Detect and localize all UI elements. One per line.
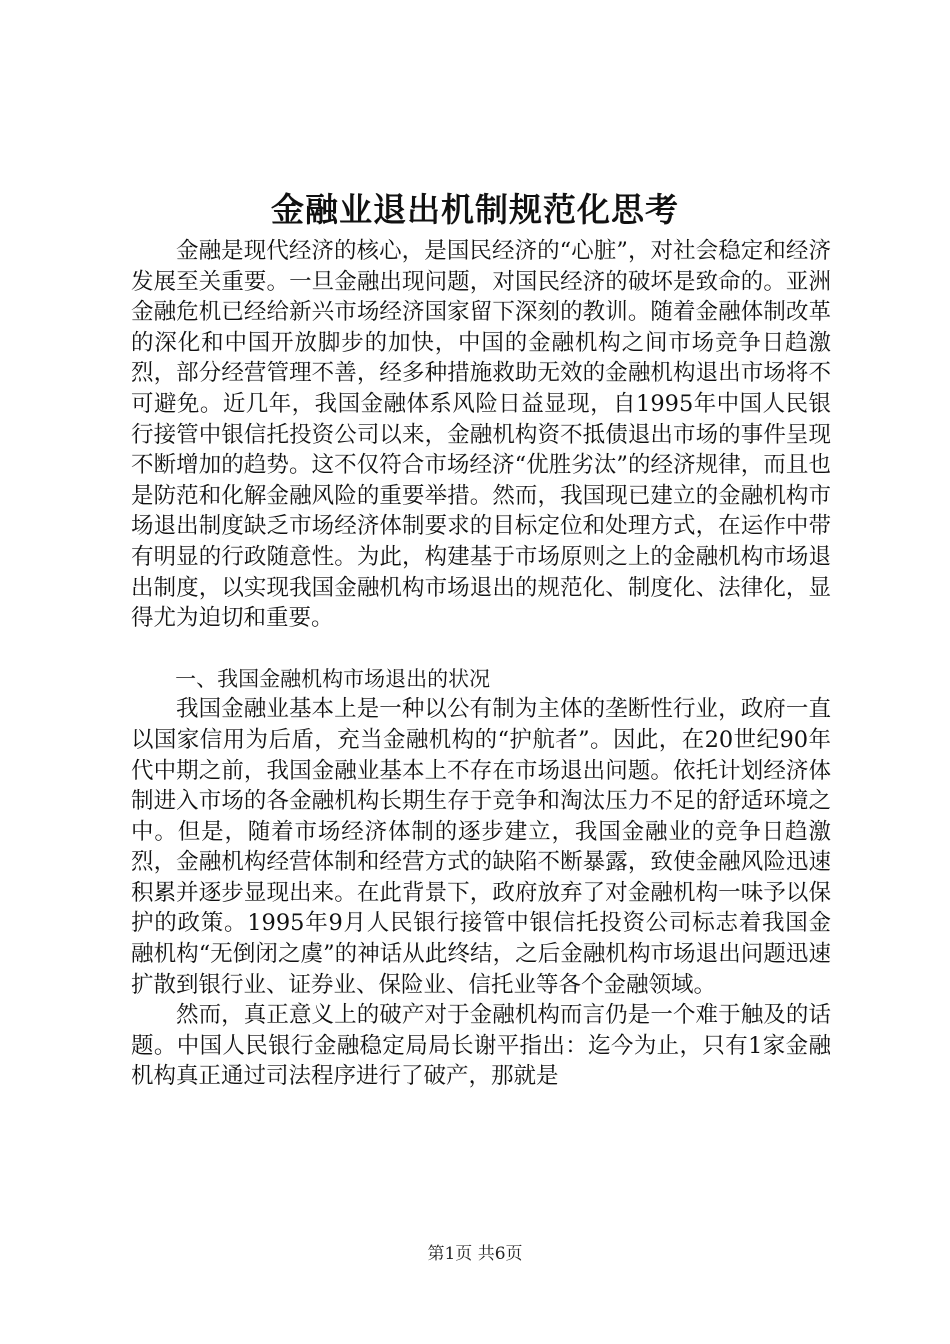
section-paragraph: 然而，真正意义上的破产对于金融机构而言仍是一个难于触及的话题。中国人民银行金融稳定局局长谢平指出：迄今为止，只有1家金融机构真正通过司法程序进行了破产，那就是 [131,1002,831,1090]
intro-paragraph: 金融是现代经济的核心，是国民经济的“心脏”，对社会稳定和经济发展至关重要。一旦金融出现问题，对国民经济的破坏是致命的。亚洲金融危机已经给新兴市场经济国家留下深刻的教训。随着金融体制改革的深化和中国开放脚步的加快，中国的金融机构之间市场竞争日趋激烈，部分经营管理不善，经多种措施救助无效的金融机构退出市场将不可避免。近几年，我国金融体系风险日益显现，自1995年中国人民银行接管中银信托投资公司以来，金融机构资不抵债退出市场的事件呈现不断增加的趋势。这不仅符合市场经济“优胜劣汰”的经济规律，而且也是防范和化解金融风险的重要举措。然而，我国现已建立的金融机构市场退出制度缺乏市场经济体制要求的目标定位和处理方式，在运作中带有明显的行政随意性。为此，构建基于市场原则之上的金融机构市场退出制度，以实现我国金融机构市场退出的规范化、制度化、法律化，显得尤为迫切和重要。 [131,238,831,632]
document-body [131,236,831,1092]
section-paragraph: 我国金融业基本上是一种以公有制为主体的垄断性行业，政府一直以国家信用为后盾，充当金融机构的“护航者”。因此，在20世纪90年代中期之前，我国金融业基本上不存在市场退出问题。依托计划经济体制进入市场的各金融机构长期生存于竞争和淘汰压力不足的舒适环境之中。但是，随着市场经济体制的逐步建立，我国金融业的竞争日趋激烈，金融机构经营体制和经营方式的缺陷不断暴露，致使金融风险迅速积累并逐步显现出来。在此背景下，政府放弃了对金融机构一味予以保护的政策。1995年9月人民银行接管中银信托投资公司标志着我国金融机构“无倒闭之虞”的神话从此终结，之后金融机构市场退出问题迅速扩散到银行业、证券业、保险业、信托业等各个金融领域。 [131,696,831,998]
section-heading: 一、我国金融机构市场退出的状况 [175,666,491,691]
document-title: 金融业退出机制规范化思考 [271,190,679,229]
page-number: 第1页 共6页 [427,1244,523,1264]
